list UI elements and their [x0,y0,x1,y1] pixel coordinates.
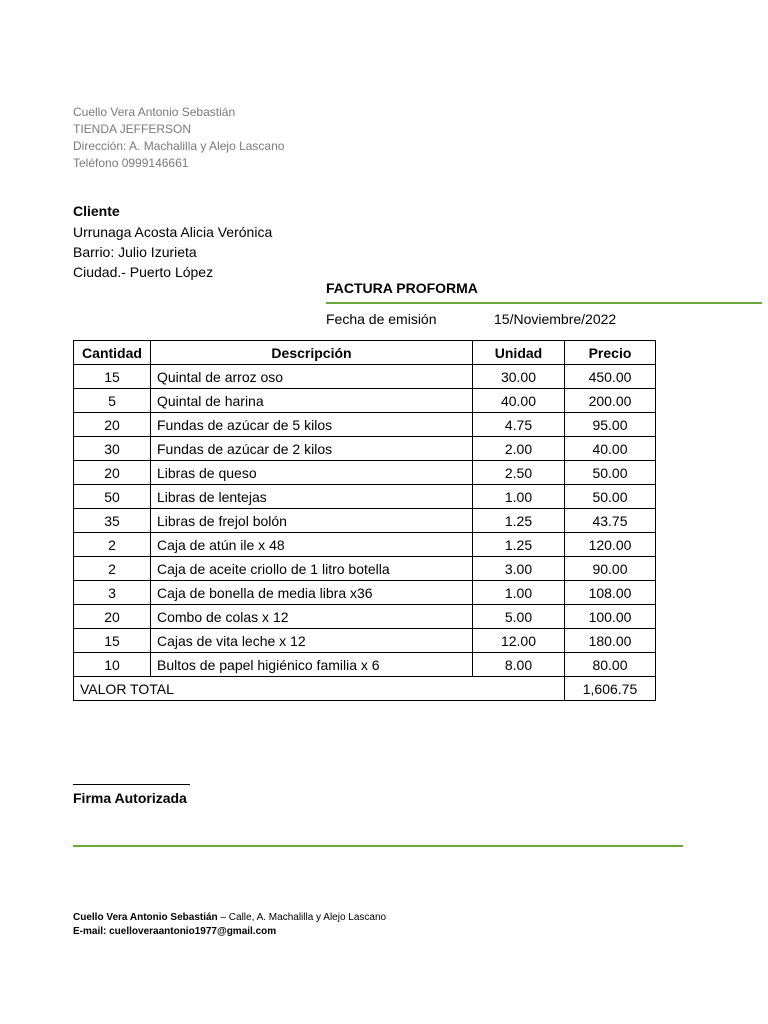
row-descripcion: Fundas de azúcar de 2 kilos [151,437,473,461]
row-descripcion: Quintal de arroz oso [151,365,473,389]
sender-block [73,104,284,172]
signature-label: Firma Autorizada [73,790,187,806]
row-cantidad: 20 [74,605,151,629]
row-descripcion: Combo de colas x 12 [151,605,473,629]
header-descripcion: Descripción [151,341,473,365]
row-descripcion: Libras de queso [151,461,473,485]
row-unidad: 5.00 [473,605,565,629]
signature-line [73,784,190,785]
row-unidad: 2.00 [473,437,565,461]
row-descripcion: Quintal de harina [151,389,473,413]
row-precio: 108.00 [565,581,656,605]
row-cantidad: 15 [74,629,151,653]
row-unidad: 12.00 [473,629,565,653]
row-precio: 180.00 [565,629,656,653]
table-row [74,557,656,581]
table-row [74,365,656,389]
header-unidad: Unidad [473,341,565,365]
footer-line-1 [73,911,386,925]
row-unidad: 1.25 [473,509,565,533]
row-precio: 40.00 [565,437,656,461]
row-descripcion: Caja de bonella de media libra x36 [151,581,473,605]
invoice-title: FACTURA PROFORMA [326,280,478,296]
row-precio: 90.00 [565,557,656,581]
items-body [74,365,656,677]
row-precio: 50.00 [565,485,656,509]
table-row [74,437,656,461]
row-descripcion: Caja de atún ile x 48 [151,533,473,557]
row-precio: 43.75 [565,509,656,533]
client-heading: Cliente [73,203,120,219]
row-unidad: 40.00 [473,389,565,413]
row-precio: 100.00 [565,605,656,629]
table-row [74,509,656,533]
row-unidad: 30.00 [473,365,565,389]
row-cantidad: 20 [74,461,151,485]
table-row [74,461,656,485]
table-header-row [74,341,656,365]
sender-store: TIENDA JEFFERSON [73,122,192,136]
row-descripcion: Bultos de papel higiénico familia x 6 [151,653,473,677]
row-cantidad: 15 [74,365,151,389]
footer-divider [73,845,683,847]
row-cantidad: 50 [74,485,151,509]
row-descripcion: Fundas de azúcar de 5 kilos [151,413,473,437]
client-neighborhood: Barrio: Julio Izurieta [73,244,197,260]
row-unidad: 2.50 [473,461,565,485]
row-cantidad: 2 [74,557,151,581]
sender-address: Dirección: A. Machalilla y Alejo Lascano [73,139,285,153]
row-precio: 200.00 [565,389,656,413]
date-label: Fecha de emisión [326,311,437,327]
client-name: Urrunaga Acosta Alicia Verónica [73,224,273,240]
row-descripcion: Cajas de vita leche x 12 [151,629,473,653]
row-descripcion: Libras de lentejas [151,485,473,509]
row-cantidad: 10 [74,653,151,677]
date-value: 15/Noviembre/2022 [494,311,617,327]
row-unidad: 1.00 [473,485,565,509]
row-cantidad: 30 [74,437,151,461]
row-unidad: 1.25 [473,533,565,557]
row-cantidad: 3 [74,581,151,605]
row-cantidad: 5 [74,389,151,413]
row-descripcion: Caja de aceite criollo de 1 litro botella [151,557,473,581]
footer-address: – Calle, A. Machalilla y Alejo Lascano [217,912,387,923]
total-label: VALOR TOTAL [74,677,565,701]
total-row [74,677,656,701]
row-unidad: 1.00 [473,581,565,605]
sender-name: Cuello Vera Antonio Sebastián [73,105,236,119]
row-unidad: 3.00 [473,557,565,581]
table-row [74,389,656,413]
sender-phone: Teléfono 0999146661 [73,156,189,170]
table-row [74,581,656,605]
table-row [74,605,656,629]
row-cantidad: 2 [74,533,151,557]
row-cantidad: 35 [74,509,151,533]
row-precio: 120.00 [565,533,656,557]
footer-name: Cuello Vera Antonio Sebastián [73,912,218,923]
row-precio: 450.00 [565,365,656,389]
row-precio: 80.00 [565,653,656,677]
title-divider [326,302,762,304]
row-precio: 50.00 [565,461,656,485]
table-row [74,533,656,557]
table-row [74,629,656,653]
header-precio: Precio [565,341,656,365]
footer-block [73,911,386,939]
header-cantidad: Cantidad [74,341,151,365]
table-row [74,485,656,509]
row-descripcion: Libras de frejol bolón [151,509,473,533]
row-unidad: 4.75 [473,413,565,437]
table-row [74,413,656,437]
items-table [73,340,656,701]
table-row [74,653,656,677]
total-value: 1,606.75 [565,677,656,701]
row-unidad: 8.00 [473,653,565,677]
client-city: Ciudad.- Puerto López [73,264,214,280]
row-precio: 95.00 [565,413,656,437]
footer-email: E-mail: cuelloveraantonio1977@gmail.com [73,926,277,937]
row-cantidad: 20 [74,413,151,437]
client-block [73,222,272,282]
